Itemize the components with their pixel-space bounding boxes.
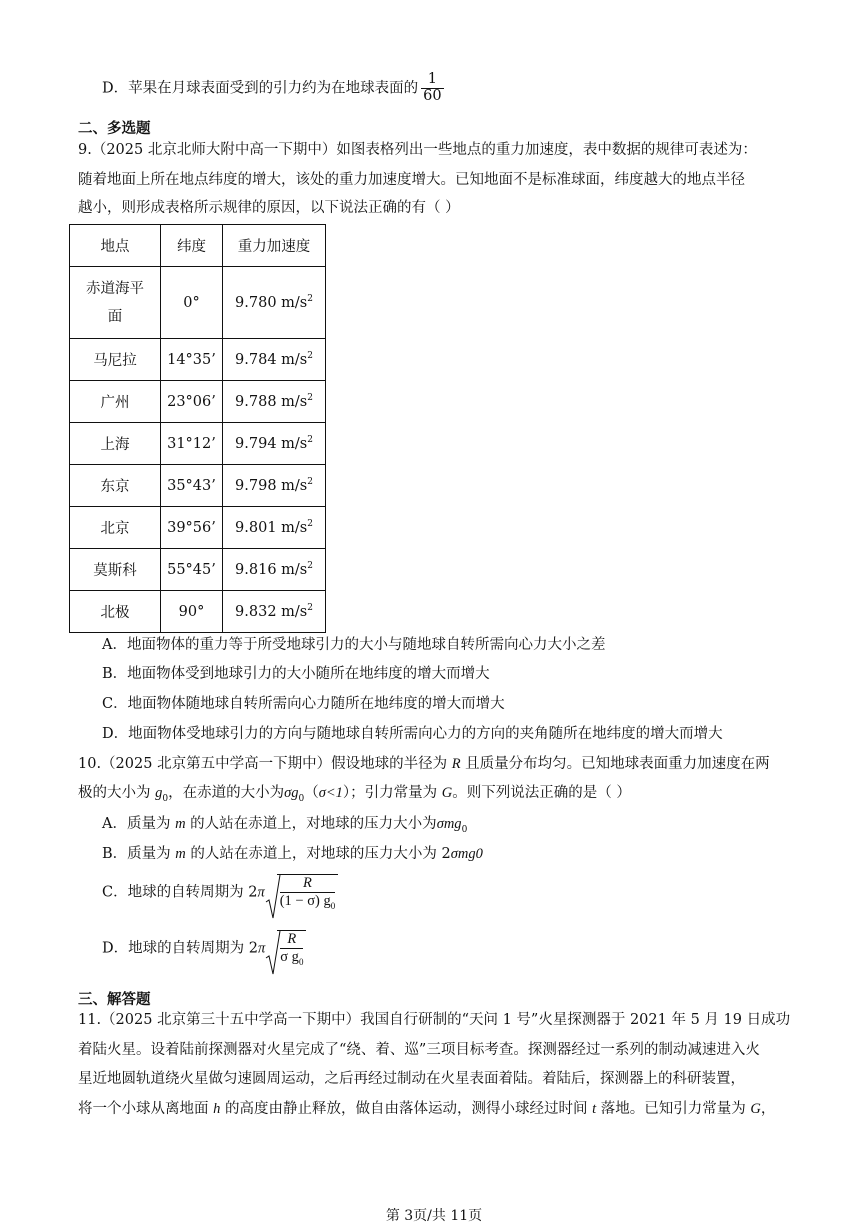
gravity-value: 9.832 m/s (235, 603, 308, 620)
q9-line-1: 9.（2025 北京北师大附中高一下期中）如图表格列出一些地点的重力加速度，表中数据的规律可表述为： (78, 142, 757, 158)
pi-symbol: π (257, 940, 266, 957)
table-cell-gravity (223, 339, 326, 381)
gravity-unit-exponent: 2 (307, 294, 313, 305)
q10-line-2 (78, 781, 631, 804)
gravity-value: 9.816 m/s (235, 561, 308, 578)
gravity-unit-exponent: 2 (307, 351, 313, 362)
gravity-table (69, 224, 326, 633)
section-title-multi-choice: 二、多选题 (78, 121, 151, 137)
q9-option-a: A．地面物体的重力等于所受地球引力的大小与随地球自转所需向心力大小之差 (102, 637, 606, 653)
variable-h: h (213, 1101, 221, 1117)
text-segment: 的人站在赤道上，对地球的压力大小为 (185, 816, 437, 832)
text-segment: （ (304, 785, 319, 801)
table-cell-gravity (223, 423, 326, 465)
gravity-value: 9.780 m/s (235, 294, 308, 311)
denominator-text: (1 − σ) g (279, 892, 331, 909)
table-row (70, 267, 326, 339)
q10-option-a (102, 812, 467, 835)
radicand (277, 930, 306, 967)
subscript: 0 (298, 793, 305, 804)
table-cell-latitude: 90° (161, 591, 223, 633)
radicand-numerator: R (287, 931, 297, 947)
text-segment: 将一个小球从离地面 (78, 1101, 214, 1117)
q9-option-c: C．地面物体随地球自转所需向心力随所在地纬度的增大而增大 (102, 696, 505, 712)
variable-r: R (451, 756, 461, 772)
text-segment: 。则下列说法正确的是（ ） (452, 785, 631, 801)
expression: σmg0 (450, 846, 483, 862)
text-segment: A．质量为 (102, 816, 176, 832)
variable-m: m (175, 846, 186, 862)
text-segment: ，在赤道的大小为 (168, 785, 285, 801)
table-cell-latitude: 35°43’ (161, 465, 223, 507)
q8-option-d-label: D． (102, 80, 129, 97)
q9-line-3: 越小，则形成表格所示规律的原因，以下说法正确的有（ ） (78, 200, 460, 216)
expression: σmg (436, 816, 462, 832)
table-cell-latitude: 31°12’ (161, 423, 223, 465)
table-cell-place: 莫斯科 (70, 549, 161, 591)
table-cell-latitude: 14°35’ (161, 339, 223, 381)
table-header-cell: 重力加速度 (223, 225, 326, 267)
subscript: 0 (461, 824, 468, 835)
gravity-unit-exponent: 2 (307, 603, 313, 614)
subscript: 0 (298, 956, 304, 967)
text-segment: D．地球的自转周期为 2 (102, 940, 258, 957)
subscript: 0 (330, 900, 336, 911)
q11-line-2: 着陆火星。设着陆前探测器对火星完成了“绕、着、巡”三项目标考查。探测器经过一系列的制动减速进入火 (78, 1042, 760, 1058)
place-line: 面 (107, 308, 123, 325)
gravity-unit-exponent: 2 (307, 477, 313, 488)
text-segment: B．质量为 (102, 846, 176, 862)
gravity-value: 9.801 m/s (235, 519, 308, 536)
text-segment: C．地球的自转周期为 2 (102, 884, 258, 901)
text-segment: 极的大小为 (78, 785, 156, 801)
q11-line-4 (78, 1097, 775, 1118)
table-cell-place: 东京 (70, 465, 161, 507)
radicand-denominator (280, 948, 303, 967)
gravity-unit-exponent: 2 (307, 435, 313, 446)
radicand-numerator: R (303, 875, 312, 891)
table-cell-gravity (223, 381, 326, 423)
table-header-cell: 纬度 (161, 225, 223, 267)
table-header-cell: 地点 (70, 225, 161, 267)
table-cell-latitude: 55°45’ (161, 549, 223, 591)
text-segment: 落地。已知引力常量为 (596, 1101, 751, 1117)
q11-line-3: 星近地圆轨道绕火星做匀速圆周运动，之后再经过制动在火星表面着陆。着陆后，探测器上的科研装置， (78, 1071, 745, 1087)
fraction-numerator: 1 (427, 71, 437, 87)
text-segment: 的人站在赤道上，对地球的压力大小为 2 (185, 846, 451, 862)
table-cell-place: 广州 (70, 381, 161, 423)
q10-option-b (102, 842, 483, 863)
variable-t: t (592, 1101, 597, 1117)
variable-g-const: G (750, 1101, 761, 1117)
fraction (421, 72, 443, 105)
table-cell-place (70, 267, 161, 339)
gravity-value: 9.788 m/s (235, 393, 308, 410)
pi-symbol: π (257, 884, 265, 901)
table-cell-place: 上海 (70, 423, 161, 465)
table-cell-latitude: 0° (161, 267, 223, 339)
table-cell-gravity (223, 267, 326, 339)
fraction-denominator: 60 (423, 87, 442, 104)
q10-option-d (102, 930, 306, 967)
variable-m: m (175, 816, 186, 832)
q9-option-b: B．地面物体受到地球引力的大小随所在地纬度的增大而增大 (102, 666, 490, 682)
condition: σ<1 (318, 785, 343, 801)
page-footer: 第 3页/共 11页 (385, 1208, 483, 1224)
q10-option-c (102, 874, 338, 911)
q10-line-1 (78, 752, 770, 773)
gravity-unit-exponent: 2 (307, 393, 313, 404)
table-header-row (70, 225, 326, 267)
table-cell-latitude: 23°06’ (161, 381, 223, 423)
gravity-value: 9.784 m/s (235, 351, 308, 368)
table-row (70, 381, 326, 423)
gravity-unit-exponent: 2 (307, 519, 313, 530)
text-segment: ， (760, 1101, 776, 1117)
table-row (70, 423, 326, 465)
table-cell-latitude: 39°56’ (161, 507, 223, 549)
text-segment: ）；引力常量为 (342, 785, 442, 801)
text-segment: 且质量分布均匀。已知地球表面重力加速度在两 (460, 756, 770, 772)
text-segment: 10.（2025 北京第五中学高一下期中）假设地球的半径为 (78, 756, 452, 772)
radical-sign-icon (265, 930, 281, 976)
gravity-value: 9.798 m/s (235, 477, 308, 494)
q11-line-1: 11.（2025 北京第三十五中学高一下期中）我国自行研制的“天问 1 号”火星探测器于 2021 年 5 月 19 日成功 (78, 1012, 791, 1028)
q8-option-d (102, 72, 444, 105)
table-row (70, 339, 326, 381)
table-row (70, 591, 326, 633)
radicand-denominator (280, 892, 336, 911)
table-cell-gravity (223, 507, 326, 549)
section-title-answer: 三、解答题 (78, 992, 151, 1008)
table-cell-gravity (223, 591, 326, 633)
variable-g: g (155, 785, 163, 801)
q9-option-d: D．地面物体受地球引力的方向与随地球自转所需向心力的方向的夹角随所在地纬度的增大而增大 (102, 726, 723, 742)
variable-g-const: G (441, 785, 453, 801)
denominator-text: σ g (280, 948, 299, 965)
gravity-value: 9.794 m/s (235, 435, 308, 452)
table-row (70, 507, 326, 549)
radicand (277, 874, 339, 911)
q9-line-2: 随着地面上所在地点纬度的增大，该处的重力加速度增大。已知地面不是标准球面，纬度越大的地点半径 (78, 172, 745, 188)
table-cell-place: 北极 (70, 591, 161, 633)
gravity-unit-exponent: 2 (307, 561, 313, 572)
variable-sigma-g: σg (284, 785, 299, 801)
table-row (70, 465, 326, 507)
table-cell-place: 北京 (70, 507, 161, 549)
sqrt-expression (265, 930, 306, 967)
sqrt-expression (265, 874, 339, 911)
place-line: 赤道海平 (86, 280, 144, 297)
radical-sign-icon (265, 874, 281, 920)
text-segment: 的高度由静止释放，做自由落体运动，测得小球经过时间 (220, 1101, 593, 1117)
table-row (70, 549, 326, 591)
subscript: 0 (162, 793, 169, 804)
table-cell-gravity (223, 549, 326, 591)
q8-option-d-text: 苹果在月球表面受到的引力约为在地球表面的 (128, 80, 419, 97)
table-cell-gravity (223, 465, 326, 507)
table-cell-place: 马尼拉 (70, 339, 161, 381)
